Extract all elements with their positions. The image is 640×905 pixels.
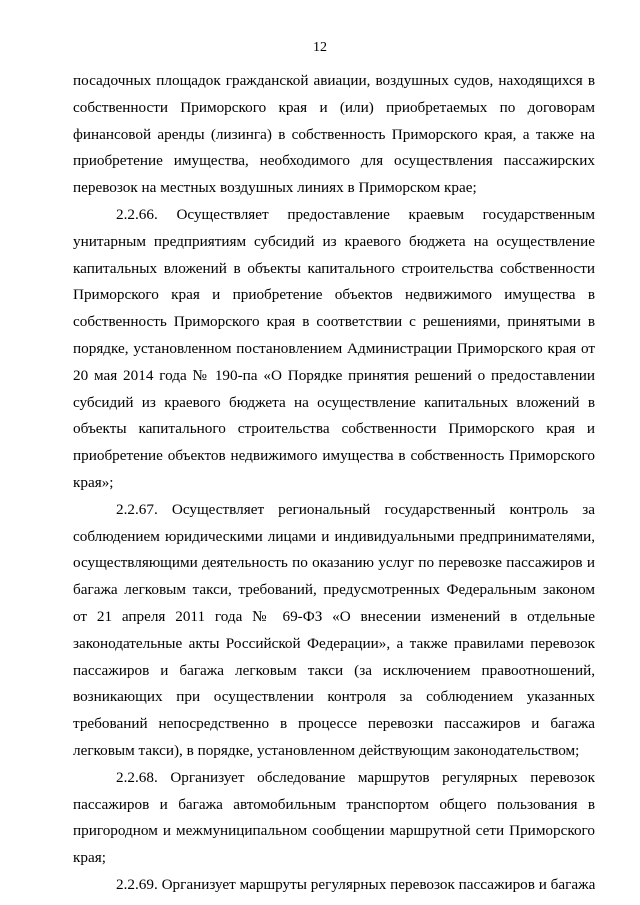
paragraph-start-line: 2.2.67. Осуществляет региональный государственный контроль за (116, 500, 595, 518)
paragraph-start-line: 2.2.68. Организует обследование маршрутов регулярных перевозок (116, 768, 595, 786)
text-line: пригородном и межмуниципальном сообщении маршрутной сети Приморского (73, 822, 595, 840)
document-body (73, 68, 595, 899)
page-number: 12 (313, 40, 327, 55)
text-line: субсидий из краевого бюджета на осуществление капитальных вложений в (73, 393, 595, 411)
text-line: посадочных площадок гражданской авиации, воздушных судов, находящихся в (73, 72, 595, 89)
text-line: багажа легковым такси, требований, предусмотренных Федеральным законом (73, 581, 595, 599)
text-line: возникающих при осуществлении контроля за соблюдением указанных (73, 688, 595, 706)
text-line: от 21 апреля 2011 года № 69-ФЗ «О внесении изменений в отдельные (73, 607, 595, 625)
text-line: порядке, установленном постановлением Администрации Приморского края от (73, 339, 595, 357)
text-line: унитарным предприятиям субсидий из краевого бюджета на осуществление (73, 232, 595, 250)
paragraph-start-line: 2.2.69. Организует маршруты регулярных перевозок пассажиров и багажа (116, 875, 595, 893)
text-line: Приморского края и приобретение объектов недвижимого имущества в (73, 286, 595, 304)
text-line: приобретение имущества, необходимого для осуществления пассажирских (73, 152, 595, 170)
text-line: требований непосредственно в процессе перевозки пассажиров и багажа (73, 715, 595, 733)
text-line: 20 мая 2014 года № 190-па «О Порядке принятия решений о предоставлении (73, 366, 595, 384)
text-line: приобретение объектов недвижимого имущества в собственность Приморского (73, 447, 595, 465)
text-line: перевозок на местных воздушных линиях в Приморском крае; (73, 179, 477, 197)
text-line: собственности Приморского края и (или) приобретаемых по договорам (73, 98, 595, 116)
text-line: законодательные акты Российской Федерации», а также правилами перевозок (73, 634, 595, 652)
text-line: собственность Приморского края в соответствии с решениями, принятыми в (73, 313, 595, 331)
text-line: края; (73, 849, 106, 867)
paragraph-start-line: 2.2.66. Осуществляет предоставление краевым государственным (116, 205, 595, 223)
text-line: легковым такси), в порядке, установленном действующим законодательством; (73, 741, 580, 759)
text-line: осуществляющими деятельность по оказанию услуг по перевозке пассажиров и (73, 554, 595, 572)
text-line: пассажиров и багажа легковым такси (за исключением правоотношений, (73, 661, 595, 679)
text-line: соблюдением юридическими лицами и индивидуальными предпринимателями, (73, 527, 595, 545)
text-line: пассажиров и багажа автомобильным транспортом общего пользования в (73, 795, 595, 813)
text-line: финансовой аренды (лизинга) в собственность Приморского края, а также на (73, 125, 595, 143)
text-line: объекты капитального строительства собственности Приморского края и (73, 420, 595, 438)
text-line: капитальных вложений в объекты капитального строительства собственности (73, 259, 595, 277)
text-line: края»; (73, 473, 114, 491)
